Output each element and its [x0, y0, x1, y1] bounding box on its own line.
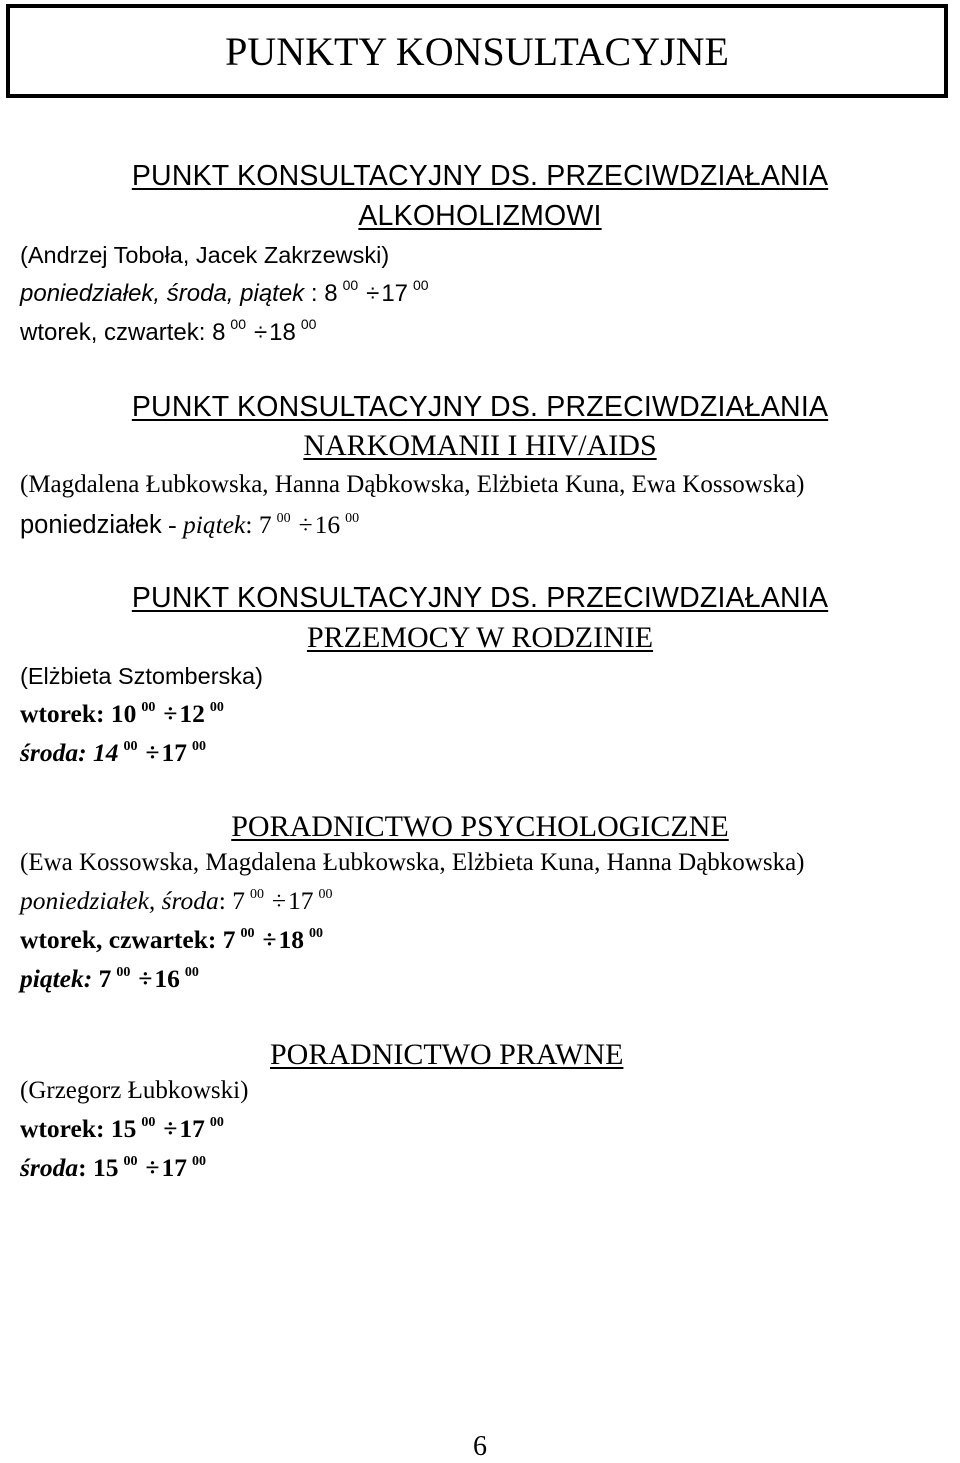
divide-icon: ÷ [138, 964, 153, 993]
divide-icon: ÷ [145, 738, 160, 767]
days-label: poniedziałek [20, 511, 162, 539]
days-label: piątek [183, 510, 246, 539]
page-number: 6 [473, 1431, 487, 1462]
divide-icon: ÷ [366, 280, 380, 307]
section-3-schedule-row: środa: 14 $^{00}$ ÷17 $^{00}$ [20, 738, 206, 767]
section-2-heading-line2: NARKOMANII I HIV/AIDS [303, 429, 657, 462]
divide-icon: ÷ [163, 699, 178, 728]
section-1-people: (Andrzej Toboła, Jacek Zakrzewski) [20, 242, 390, 268]
page-title: PUNKTY KONSULTACYJNE [6, 4, 948, 98]
section-2-people: (Magdalena Łubkowska, Hanna Dąbkowska, Elżbieta Kuna, Ewa Kossowska) [20, 471, 805, 498]
days-label: poniedziałek, środa, piątek [20, 280, 305, 307]
section-3-heading-line1: PUNKT KONSULTACYJNY DS. PRZECIWDZIAŁANIA [131, 582, 829, 614]
section-4-schedule-row: wtorek, czwartek: 7 $^{00}$ ÷18 $^{00}$ [20, 925, 323, 954]
section-3-schedule-row: wtorek: 10 $^{00}$ ÷12 $^{00}$ [20, 699, 224, 728]
section-2-schedule-row: poniedziałek - piątek: 7 $^{00}$ ÷16 $^{00}$ [20, 510, 360, 539]
section-4-schedule-row: poniedziałek, środa: 7 $^{00}$ ÷17 $^{00}$ [20, 886, 333, 915]
section-3-heading-line2: PRZEMOCY W RODZINIE [306, 621, 654, 654]
section-5-people: (Grzegorz Łubkowski) [20, 1077, 249, 1104]
days-label: wtorek: [20, 699, 105, 728]
section-1-schedule-row: wtorek, czwartek: 8 $^{00}$ ÷18 $^{00}$ [20, 316, 317, 346]
days-label: poniedziałek, środa [20, 886, 219, 915]
days-label: wtorek: [20, 1114, 105, 1143]
section-1-heading-line2: ALKOHOLIZMOWI [358, 200, 602, 232]
section-1-schedule-row: poniedziałek, środa, piątek : 8 $^{00}$ ÷17 $^{00}$ [20, 277, 429, 307]
section-5-schedule-row: środa: 15 $^{00}$ ÷17 $^{00}$ [20, 1153, 206, 1182]
section-5-heading: PORADNICTWO PRAWNE [270, 1038, 624, 1071]
section-4-people: (Ewa Kossowska, Magdalena Łubkowska, Elżbieta Kuna, Hanna Dąbkowska) [20, 849, 805, 876]
days-label: środa [20, 1153, 79, 1182]
divide-icon: ÷ [272, 886, 287, 915]
days-label: wtorek, czwartek: [20, 319, 206, 346]
section-5-schedule-row: wtorek: 15 $^{00}$ ÷17 $^{00}$ [20, 1114, 224, 1143]
divide-icon: ÷ [298, 510, 313, 539]
section-3-people: (Elżbieta Sztomberska) [20, 663, 263, 689]
divide-icon: ÷ [254, 319, 268, 346]
divide-icon: ÷ [262, 925, 277, 954]
divide-icon: ÷ [163, 1114, 178, 1143]
days-label: piątek: [20, 964, 93, 993]
section-1-heading-line1: PUNKT KONSULTACYJNY DS. PRZECIWDZIAŁANIA [131, 160, 829, 192]
section-4-heading: PORADNICTWO PSYCHOLOGICZNE [231, 810, 729, 843]
days-label: środa: [20, 738, 87, 767]
section-4-schedule-row: piątek: 7 $^{00}$ ÷16 $^{00}$ [20, 964, 199, 993]
days-label: wtorek, czwartek: [20, 925, 217, 954]
section-2-heading-line1: PUNKT KONSULTACYJNY DS. PRZECIWDZIAŁANIA [131, 391, 829, 423]
divide-icon: ÷ [145, 1153, 160, 1182]
